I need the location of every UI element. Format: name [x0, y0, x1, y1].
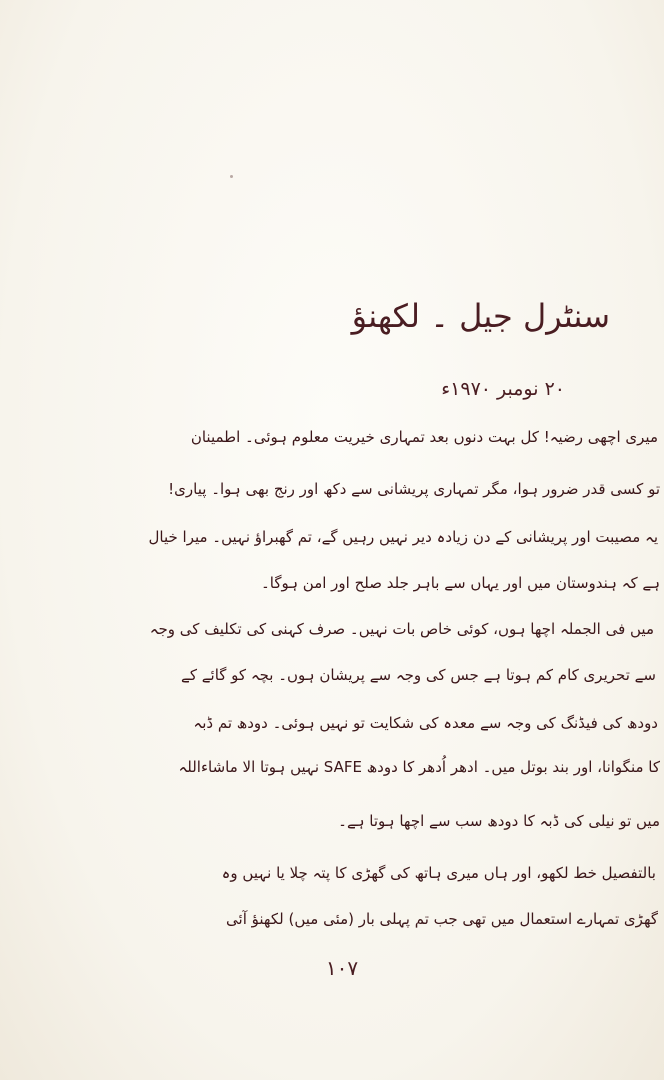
- letter-heading: سنٹرل جیل ۔ لکھنؤ: [351, 297, 610, 335]
- letter-line: یہ مصیبت اور پریشانی کے دن زیادہ دیر نہیں رہیں گے، تم گھبراؤ نہیں۔ میرا خیال: [148, 528, 658, 546]
- letter-line: سے تحریری کام کم ہوتا ہے جس کی وجہ سے پریشان ہوں۔ بچہ کو گائے کے: [181, 666, 656, 684]
- ink-speck: [230, 175, 233, 178]
- page-number: ۱۰۷: [325, 956, 359, 980]
- letter-line: ہے کہ ہندوستان میں اور یہاں سے باہر جلد صلح اور امن ہوگا۔: [260, 574, 660, 592]
- letter-line: بالتفصیل خط لکھو، اور ہاں میری ہاتھ کی گھڑی کا پتہ چلا یا نہیں وہ: [221, 864, 656, 882]
- letter-line: میری اچھی رضیہ! کل بہت دنوں بعد تمہاری خیریت معلوم ہوئی۔ اطمینان: [190, 428, 658, 446]
- letter-line: میں تو نیلی کی ڈبہ کا دودھ سب سے اچھا ہوتا ہے۔: [338, 812, 660, 830]
- letter-line: میں فی الجملہ اچھا ہوں، کوئی خاص بات نہیں۔ صرف کہنی کی تکلیف کی وجہ: [149, 620, 654, 638]
- letter-line: کا منگوانا، اور بند بوتل میں۔ ادھر اُدھر کا دودھ SAFE نہیں ہوتا الا ماشاءاللہ: [178, 758, 660, 776]
- letter-date: ۲۰ نومبر ۱۹۷۰ء: [441, 378, 565, 400]
- letter-line: گھڑی تمہارے استعمال میں تھی جب تم پہلی بار (مئی میں) لکھنؤ آئی: [226, 910, 658, 928]
- letter-line: تو کسی قدر ضرور ہوا، مگر تمہاری پریشانی سے دکھ اور رنج بھی ہوا۔ پیاری!: [168, 480, 660, 498]
- letter-line: دودھ کی فیڈنگ کی وجہ سے معدہ کی شکایت تو نہیں ہوئی۔ دودھ تم ڈبہ: [193, 714, 658, 732]
